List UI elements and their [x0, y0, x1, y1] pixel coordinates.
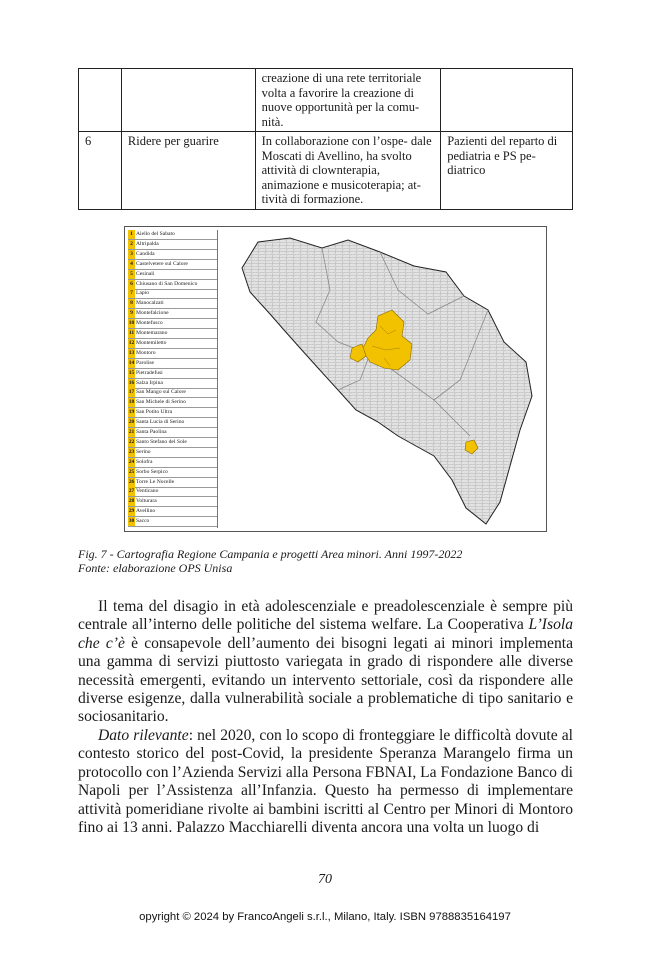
- legend-municipality: Venticano: [136, 488, 159, 495]
- legend-municipality: Chiusano di San Domenico: [136, 280, 198, 287]
- legend-municipality: Santa Paolina: [136, 429, 167, 435]
- legend-number: 8: [128, 299, 135, 308]
- legend-municipality: Sorbo Serpico: [136, 468, 168, 475]
- legend-number: 16: [128, 379, 135, 386]
- table-row: [79, 132, 573, 210]
- legend-municipality: Castelvetere sul Calore: [136, 260, 188, 267]
- legend-item: [128, 507, 217, 517]
- legend-municipality: Pietradefusi: [136, 369, 163, 376]
- legend-number: 2: [128, 240, 135, 249]
- legend-number: 10: [128, 320, 135, 327]
- legend-municipality: Cesinali: [136, 270, 155, 277]
- legend-municipality: Parolise: [136, 359, 155, 366]
- legend-municipality: Avellino: [136, 508, 156, 515]
- cell-target: Pazienti del reparto di pediatria e PS pe- diatrico: [441, 132, 573, 210]
- projects-table: [78, 68, 573, 210]
- legend-number: 17: [128, 389, 135, 396]
- legend-number: 29: [128, 508, 135, 515]
- legend-number: 5: [128, 270, 135, 279]
- legend-number: 20: [128, 419, 135, 426]
- legend-municipality: Candida: [136, 250, 155, 257]
- legend-item: [128, 497, 217, 507]
- legend-number: 25: [128, 468, 135, 475]
- legend-item: [128, 398, 217, 408]
- legend-item: [128, 329, 217, 339]
- legend-number: 30: [128, 518, 135, 525]
- legend-municipality: Salza Irpina: [136, 379, 163, 386]
- legend-municipality: San Potito Ultra: [136, 409, 173, 416]
- campania-map: [220, 230, 542, 528]
- legend-municipality: Montoro: [136, 349, 156, 356]
- municipality-legend: [128, 230, 218, 528]
- legend-item: [128, 359, 217, 369]
- legend-number: 9: [128, 309, 135, 318]
- legend-municipality: Montefusco: [136, 320, 163, 327]
- legend-number: 21: [128, 429, 135, 435]
- legend-item: [128, 369, 217, 379]
- legend-item: [128, 349, 217, 359]
- legend-item: [128, 438, 217, 448]
- cell-description: In collaborazione con l’ospe- dale Moscati di Avellino, ha svolto attività di clownterapia, animazione e musicoterapia; at- tività di formazione.: [255, 132, 441, 210]
- legend-municipality: Aiello del Sabato: [136, 231, 175, 237]
- legend-municipality: Sacco: [136, 518, 150, 525]
- legend-item: [128, 379, 217, 389]
- text-run: Il tema del disagio in età adolescenziale e preadolescenziale è sempre più centrale all’interno delle politiche del sistema welfare. La Cooperativa: [78, 598, 573, 634]
- legend-item: [128, 428, 217, 438]
- text-run: è consapevole dell’aumento dei bisogni legati ai minori implementa una gamma di servizi piuttosto variegata in grado di rispondere alle diverse necessità emergenti, evitando un intervento settoriale, così da rispondere alle diverse esigenze, dalla vulnerabilità sociale a problematiche di tipo sanitario e sociosanitario.: [78, 634, 573, 726]
- legend-item: [128, 418, 217, 428]
- legend-number: 7: [128, 289, 135, 298]
- legend-item: [128, 448, 217, 458]
- legend-item: [128, 289, 217, 299]
- legend-number: 23: [128, 448, 135, 455]
- legend-municipality: Torre Le Nocelle: [136, 478, 175, 485]
- copyright-footer: opyright © 2024 by FrancoAngeli s.r.l., Milano, Italy. ISBN 9788835164197: [139, 911, 511, 923]
- cell-target: [441, 69, 573, 132]
- legend-number: 24: [128, 458, 135, 465]
- body-paragraph: [78, 727, 573, 837]
- legend-item: [128, 487, 217, 497]
- legend-number: 19: [128, 409, 135, 416]
- legend-number: 1: [128, 230, 135, 239]
- cell-number: [79, 69, 122, 132]
- legend-item: [128, 408, 217, 418]
- legend-municipality: Montefalcione: [136, 310, 169, 317]
- legend-item: [128, 478, 217, 488]
- lead-term: Dato rilevante: [98, 727, 189, 744]
- organization-name: L’Isola che c’è: [78, 616, 573, 652]
- legend-item: [128, 240, 217, 250]
- legend-number: 26: [128, 478, 135, 485]
- cell-project: [121, 69, 255, 132]
- legend-item: [128, 299, 217, 309]
- legend-item: [128, 517, 217, 527]
- body-paragraph: [78, 598, 573, 727]
- legend-number: 15: [128, 369, 135, 376]
- legend-item: [128, 458, 217, 468]
- legend-number: 14: [128, 359, 135, 366]
- campania-map-figure: [124, 226, 547, 532]
- legend-municipality: San Michele di Serino: [136, 399, 186, 406]
- legend-item: [128, 388, 217, 398]
- legend-number: 13: [128, 349, 135, 356]
- legend-number: 4: [128, 260, 135, 269]
- legend-item: [128, 319, 217, 329]
- legend-number: 12: [128, 339, 135, 346]
- legend-item: [128, 280, 217, 290]
- legend-municipality: Altripalda: [136, 240, 159, 247]
- cell-description: creazione di una rete territoriale volta a favorire la creazione di nuove opportunità per la comu- nità.: [255, 69, 441, 132]
- legend-municipality: Manocalzati: [136, 300, 164, 307]
- cell-project: Ridere per guarire: [121, 132, 255, 210]
- legend-item: [128, 468, 217, 478]
- legend-number: 27: [128, 488, 135, 495]
- legend-municipality: Solofra: [136, 458, 153, 465]
- legend-number: 28: [128, 498, 135, 505]
- legend-municipality: San Mango sul Calore: [136, 389, 186, 396]
- legend-municipality: Serino: [136, 448, 151, 455]
- campania-region-outline: [242, 238, 532, 524]
- legend-item: [128, 270, 217, 280]
- legend-municipality: Montemarano: [136, 330, 168, 336]
- legend-number: 18: [128, 399, 135, 406]
- caption-source: Fonte: elaborazione OPS Unisa: [78, 561, 233, 575]
- legend-number: 11: [128, 330, 135, 336]
- caption-title: Fig. 7 - Cartografia Regione Campania e progetti Area minori. Anni 1997-2022: [78, 547, 463, 561]
- legend-municipality: Volturara: [136, 498, 157, 505]
- table-row: [79, 69, 573, 132]
- text-run: : nel 2020, con lo scopo di fronteggiare le difficoltà dovute al contesto storico del post-Covid, la presidente Speranza Marangelo firma un protocollo con l’Azienda Servizi alla Persona FBNAI, La Fondazione Banco di Napoli per l’Assistenza all’Infanzia. Questo ha permesso di implementare attività pomeridiane rivolte ai bambini iscritti al Centro per Minori di Montoro fino ai 13 anni. Palazzo Macchiarelli diventa ancora una volta un luogo di: [78, 727, 573, 837]
- legend-municipality: Montemiletto: [136, 339, 167, 346]
- page-number: 70: [318, 872, 332, 887]
- figure-caption: [78, 547, 573, 575]
- legend-item: [128, 250, 217, 260]
- legend-municipality: Santo Stefano del Sole: [136, 438, 187, 445]
- legend-item: [128, 230, 217, 240]
- legend-number: 3: [128, 250, 135, 259]
- legend-number: 22: [128, 438, 135, 445]
- legend-item: [128, 309, 217, 319]
- legend-number: 6: [128, 280, 135, 289]
- legend-item: [128, 339, 217, 349]
- legend-municipality: Lapio: [136, 290, 150, 297]
- legend-item: [128, 260, 217, 270]
- legend-municipality: Santa Lucia di Serino: [136, 419, 185, 426]
- cell-number: 6: [79, 132, 122, 210]
